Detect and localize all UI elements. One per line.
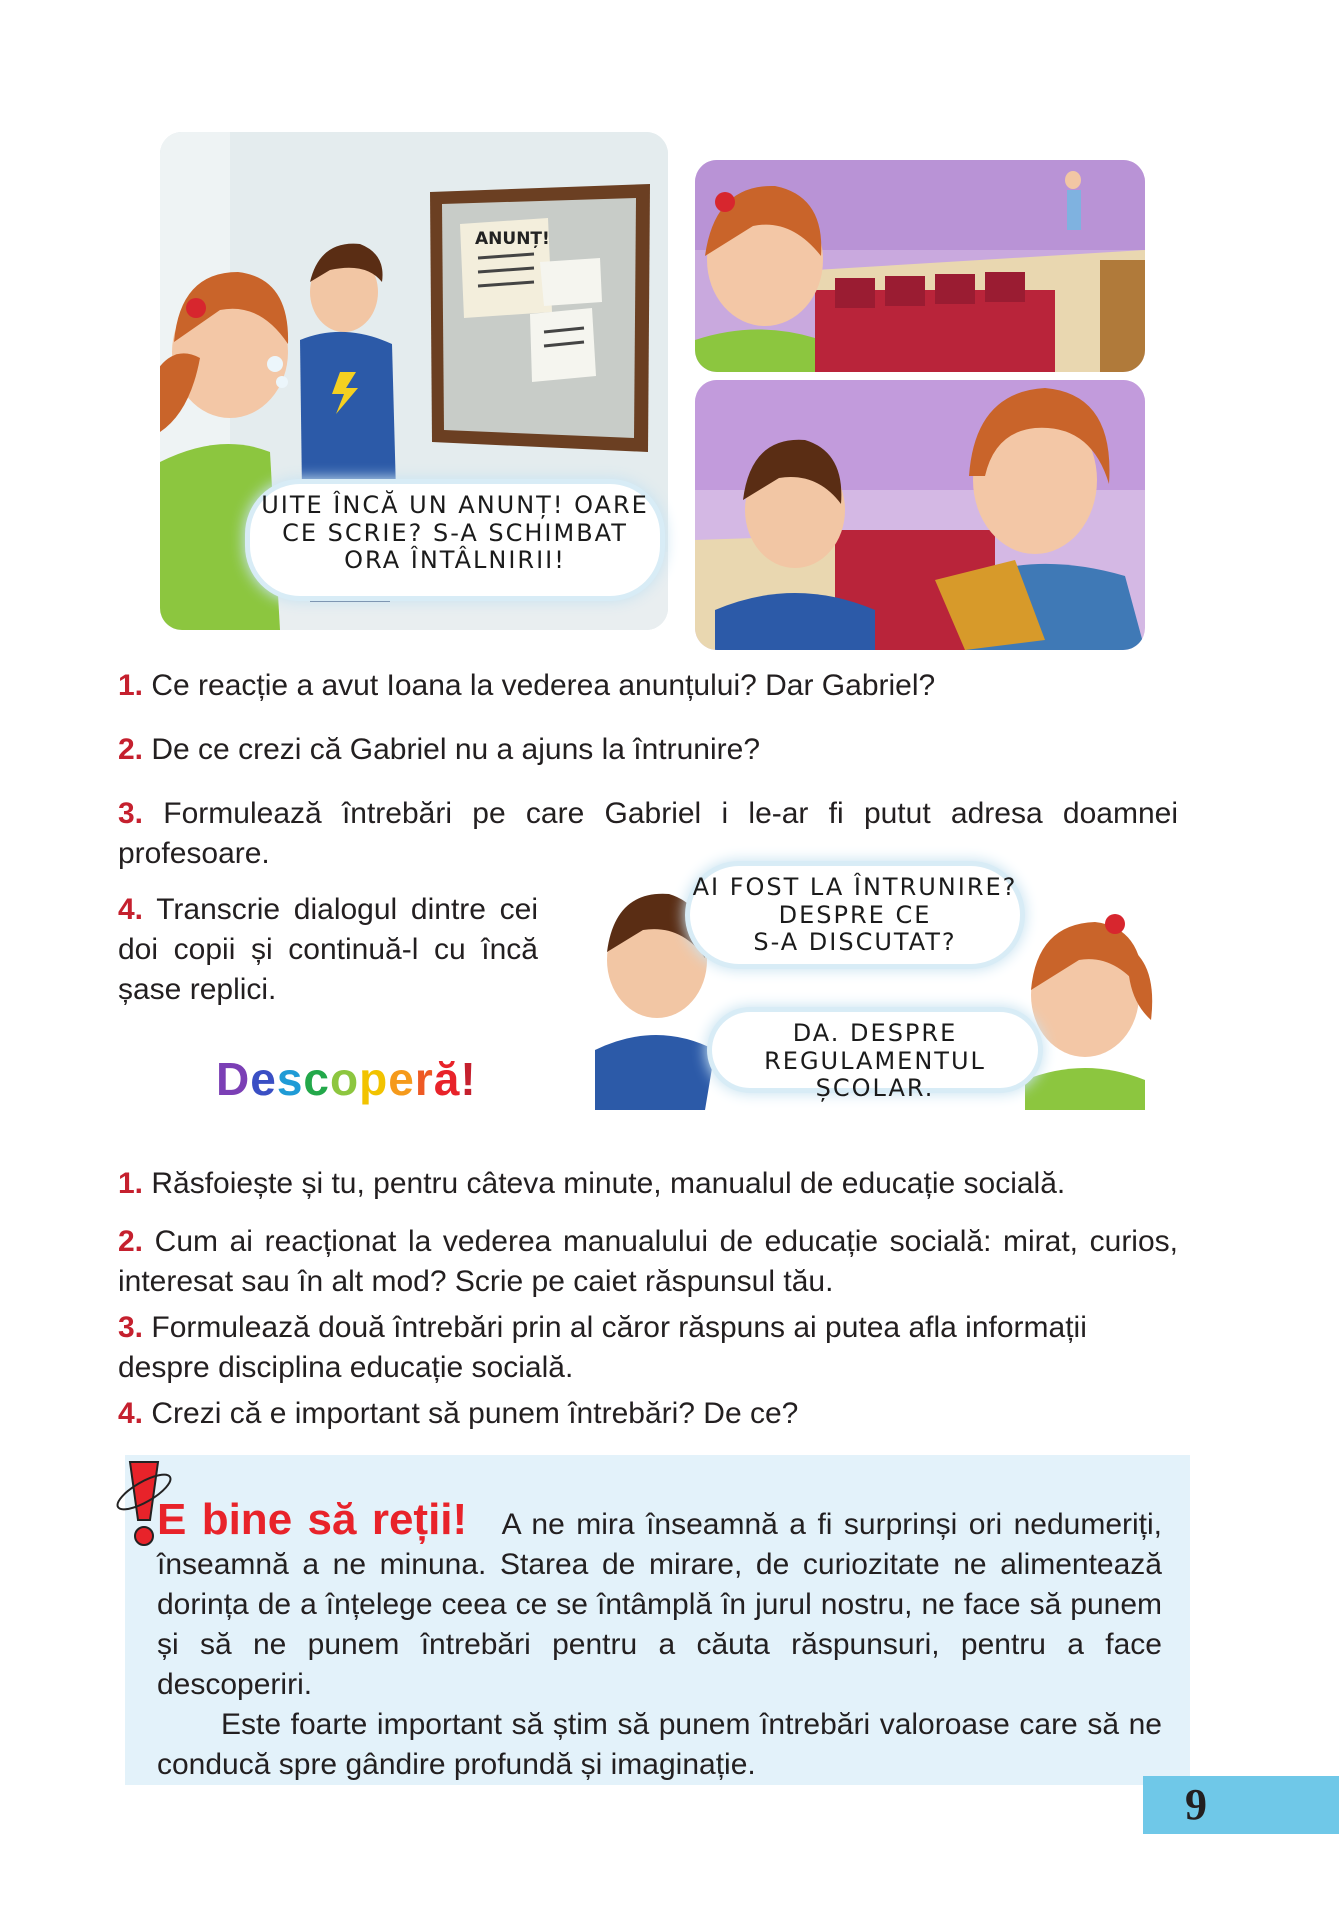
question-text: Crezi că e important să punem întrebări? De ce? xyxy=(151,1397,799,1430)
question-number: 4. xyxy=(118,893,144,926)
discover-heading-letter: o xyxy=(330,1053,360,1105)
question-text: Răsfoiește și tu, pentru câteva minute, manualul de educație socială. xyxy=(151,1167,1066,1200)
speech-bubble-girl-notice xyxy=(250,484,660,596)
remember-paragraph-2: Este foarte important să știm să punem întrebări valoroase care să ne conducă spre gândire profundă și imaginație. xyxy=(157,1708,1162,1781)
question-number: 2. xyxy=(118,733,144,766)
notice-label: ANUNȚ! xyxy=(475,229,550,249)
discover-heading-letter: e xyxy=(388,1053,415,1105)
question-b-1 xyxy=(118,1164,1178,1204)
question-a-4 xyxy=(118,890,538,1010)
question-a-3 xyxy=(118,794,1178,874)
speech-line: AI FOST LA ÎNTRUNIRE? xyxy=(692,873,1018,901)
question-text: De ce crezi că Gabriel nu a ajuns la întrunire? xyxy=(151,733,761,766)
speech-line: CE SCRIE? S-A SCHIMBAT xyxy=(282,518,628,547)
question-number: 3. xyxy=(118,797,144,830)
speech-bubble-girl-answer xyxy=(712,1012,1038,1103)
question-number: 2. xyxy=(118,1225,144,1258)
question-text: Transcrie dialogul dintre cei doi copii și continuă-l cu încă șase replici. xyxy=(118,893,538,1006)
question-number: 4. xyxy=(118,1397,144,1430)
remember-title: E bine să reții! xyxy=(157,1495,468,1544)
question-text: Formulează două întrebări prin al căror răspuns ai putea afla informații despre disciplina educație socială. xyxy=(118,1311,1087,1384)
speech-line: S-A DISCUTAT? xyxy=(753,928,957,957)
question-number: 1. xyxy=(118,669,144,702)
question-text: Ce reacție a avut Ioana la vederea anunțului? Dar Gabriel? xyxy=(151,669,936,702)
discover-heading-letter: D xyxy=(216,1053,251,1105)
remember-paragraph-1: A ne mira înseamnă a fi surprinși ori nedumeriți, înseamnă a ne minuna. Starea de mirare, de curiozitate ne alimentează dorința de a înțelege ceea ce se întâmplă în jurul nostru, ne face să punem și să ne punem întrebări pentru a căuta răspunsuri, pentru a face descoperiri. xyxy=(157,1508,1162,1701)
auditorium-illustration xyxy=(695,160,1145,372)
question-text: Cum ai reacționat la vederea manualului de educație socială: mirat, curios, interesat sau în alt mod? Scrie pe caiet răspunsul tău. xyxy=(118,1225,1178,1298)
discover-heading-letter: ! xyxy=(460,1053,477,1105)
question-b-2 xyxy=(118,1222,1178,1302)
question-number: 1. xyxy=(118,1167,144,1200)
question-a-2 xyxy=(118,730,1178,770)
discover-heading-letter: p xyxy=(359,1053,389,1105)
comic-panel-auditorium xyxy=(695,160,1145,372)
remember-text xyxy=(157,1495,1162,1785)
page-number: 9 xyxy=(1143,1776,1339,1834)
speech-bubble-boy-question xyxy=(690,866,1020,964)
discover-heading-letter: r xyxy=(414,1053,434,1105)
discover-heading-letter: ă xyxy=(433,1053,461,1105)
speech-line: ORA ÎNTÂLNIRII! xyxy=(344,546,566,575)
speech-line: REGULAMENTUL ȘCOLAR. xyxy=(764,1046,986,1103)
speech-line: DA. DESPRE xyxy=(792,1019,958,1047)
speech-line: DESPRE CE xyxy=(778,900,932,929)
discover-heading-letter: s xyxy=(276,1053,304,1105)
question-text: Formulează întrebări pe care Gabriel i le-ar fi putut adresa doamnei profesoare. xyxy=(118,797,1178,870)
discover-heading-letter: e xyxy=(250,1053,277,1105)
discover-heading-letter: c xyxy=(303,1053,331,1105)
question-number: 3. xyxy=(118,1311,144,1344)
teacher-illustration xyxy=(695,380,1145,650)
question-a-1 xyxy=(118,666,1178,706)
comic-panel-teacher xyxy=(695,380,1145,650)
discover-heading xyxy=(216,1052,477,1106)
question-b-3 xyxy=(118,1308,1178,1388)
question-b-4 xyxy=(118,1394,1178,1434)
speech-line: UITE ÎNCĂ UN ANUNȚ! OARE xyxy=(261,491,649,519)
